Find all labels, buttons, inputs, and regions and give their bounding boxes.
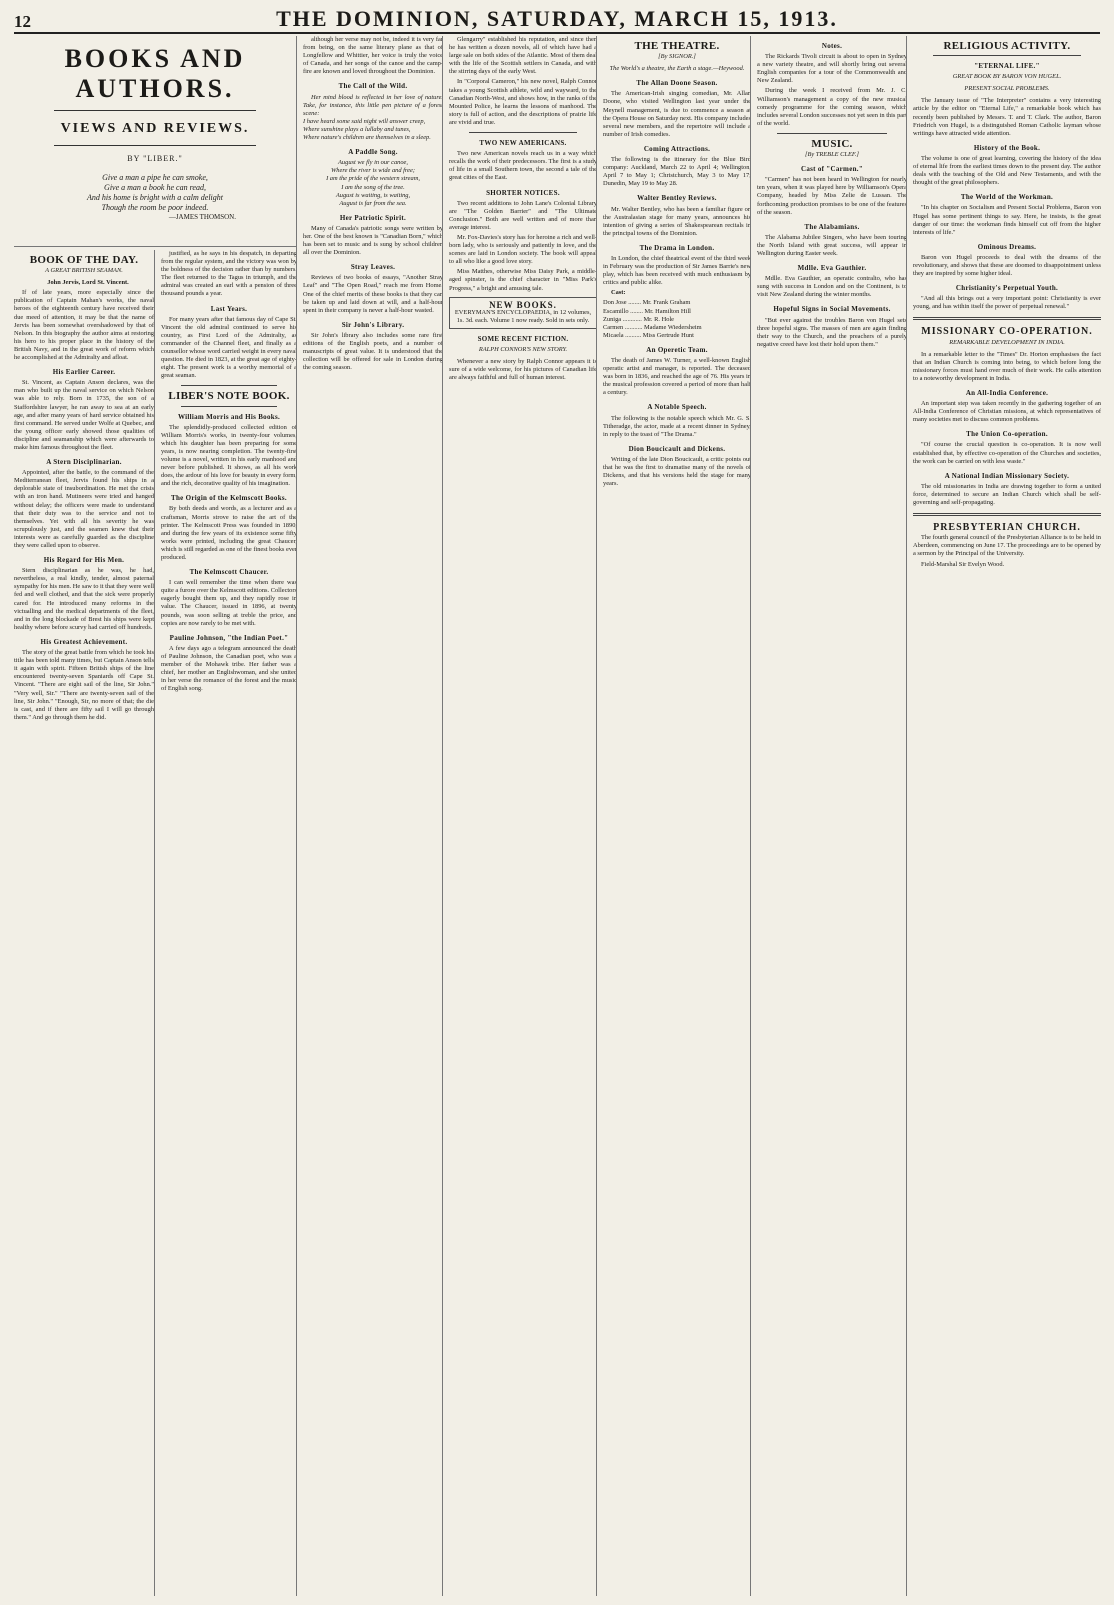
divider <box>181 406 277 407</box>
subheading: Walter Bentley Reviews. <box>637 194 717 203</box>
verse: Give a man a pipe he can smoke, Give a man a book he can read, And his home is bright with a calm delight Though the room be poor indeed. <box>87 173 223 212</box>
subheading: His Greatest Achievement. <box>40 637 128 646</box>
paragraph: "But ever against the troubles Baron von Hugel sets three hopeful signs. The masses of men are again finding their way to the Church, and the preachers of a purely negative creed have lost their hold upon them." <box>757 316 907 348</box>
subheading: Sir John's Library. <box>341 320 405 329</box>
subheading: His Regard for His Men. <box>43 556 125 565</box>
column-7 <box>906 36 1101 1596</box>
books-authors-banner <box>14 36 296 247</box>
paragraph: In a remarkable letter to the "Times" Dr. Horton emphasises the fact that an Indian Church is coming into being, to which before long the missionary forces must hand over much of their work. He calls attention to a noteworthy development in India. <box>913 350 1101 382</box>
paragraph: The American-Irish singing comedian, Mr. Allan Doone, who visited Wellington last year under the Meynell management, is due to commence a season at the Opera House on Saturday next. His company includes several new members, and the repertoire will include a number of Irish comedies. <box>603 90 751 138</box>
paragraph: "Carmen" has not been heard in Wellington for nearly ten years, when it was played here by Williamson's Opera Company, headed by Miss Zelie de Lussan. The forthcoming production promises to be one of the features of the season. <box>757 176 907 216</box>
poem: Her mind blood is reflected in her love of nature. Take, for instance, this little pen picture of a forest scene: I have heard some said night will answer creep, Where sunshine plays a lullaby and tunes, Where nature's children are themselves in a sleep. <box>303 93 443 142</box>
paragraph: Reviews of two books of essays, "Another Stray Leaf" and "The Open Road," reach me from Home. One of the chief merits of these books is that they can be taken up and laid down at will, and a half-hour spent in their company is never a half-hour wasted. <box>303 274 443 314</box>
social-problems-subheading: PRESENT SOCIAL PROBLEMS. <box>964 85 1050 93</box>
subheading: Ominous Dreams. <box>977 242 1037 251</box>
paragraph: The Alabama Jubilee Singers, who have been touring the North Island with great success, will appear in Wellington during Easter week. <box>757 233 907 257</box>
paragraph: By both deeds and words, as a lecturer and as a craftsman, Morris strove to raise the art of the printer. The Kelmscott Press was founded in 1890, and during the few years of its existence some fifty works were printed, including the great Chaucer, which is still regarded as one of the finest books ever produced. <box>161 505 297 561</box>
banner-rule <box>54 145 256 146</box>
subheading: The World of the Workman. <box>960 193 1054 202</box>
subheading: A Notable Speech. <box>647 403 707 412</box>
subheading: Pauline Johnson, "the Indian Poet." <box>169 633 289 642</box>
paragraph: I can well remember the time when there was quite a furore over the Kelmscott editions. Collectors eagerly bought them up, and they rapidly rose in value. The Chaucer, issued in 1896, at twenty pounds, was soon selling at treble the price, and copies are now rarely to be met with. <box>161 579 297 627</box>
subheading: An All-India Conference. <box>965 389 1049 397</box>
subheading: An Operetic Team. <box>646 345 708 354</box>
eternal-life-heading: "ETERNAL LIFE." <box>974 62 1040 71</box>
subheading: The Kelmscott Chaucer. <box>189 568 269 577</box>
paragraph: The story of the great battle from which he took his title has been told many times, but Captain Anson tells it again with spirit. Fifteen British ships of the line encountered twenty-seven Spaniards off Cape St. Vincent. "There are eight sail of the line, Sir John." "Very well, Sir." "There are twenty-seven sail of the line, Sir John." "Enough, Sir, no more of that; the die is cast, and if there are fifty sail I will go through them." And go through them he did. <box>14 649 154 721</box>
paragraph: If of late years, more especially since the publication of Captain Mahan's works, the naval heroes of the eighteenth century have received their due meed of attention, it may be that the name of Jervis has been somewhat overshadowed by that of Nelson. In this biography the author aims at restoring his hero to his proper place in the history of the British Navy, and in the great work of reform which he accomplished at the Admiralty and afloat. <box>14 289 154 362</box>
theatre-motto: The World's a theatre, the Earth a stage.—Heywood. <box>609 65 745 73</box>
divider <box>913 317 1101 320</box>
paragraph: Field-Marshal Sir Evelyn Wood. <box>921 560 1005 568</box>
paragraph: St. Vincent, as Captain Anson declares, was the man who built up the naval service on which Nelson was able to rely. Born in 1735, the son of a Staffordshire lawyer, he ran away to sea at an early age, and after many years of hard service obtained his first command. He served under Wolfe at Quebec, and the young officer early showed those qualities of discipline and seamanship which were afterwards to make him famous throughout the fleet. <box>14 379 154 451</box>
paragraph: Sir John's library also includes some rare first editions of the English poets, and a number of manuscripts of great value. It is understood that the collection will be offered for sale in London during the coming season. <box>303 331 443 372</box>
subheading: A Stern Disciplinarian. <box>46 458 122 467</box>
subheading: Stray Leaves. <box>350 263 396 272</box>
verse-author: —JAMES THOMSON. <box>168 213 236 221</box>
subheading: Hopeful Signs in Social Movements. <box>773 305 891 314</box>
paragraph: Mr. Walter Bentley, who has been a familiar figure on the Australasian stage for many years, announces his intention of giving a series of Shakespearean recitals in the principal towns of the Dominion. <box>603 205 751 237</box>
banner-rule <box>54 110 256 111</box>
column-4 <box>442 36 597 1596</box>
subheading: History of the Book. <box>973 143 1041 152</box>
subheading: The Origin of the Kelmscott Books. <box>171 494 287 503</box>
paragraph: The old missionaries in India are drawing together to form a united force, determined to secure an Indian Church which shall be self-governing and self-propagating. <box>913 482 1101 507</box>
paragraph: An important step was taken recently in the gathering together of an All-India Conference of Christian missions, at which representatives of many societies met to discuss common problems. <box>913 400 1101 424</box>
divider <box>469 132 577 133</box>
music-byline: [By TREBLE CLEF.] <box>804 151 860 159</box>
column-2 <box>154 250 297 1596</box>
subheading: Christianity's Perpetual Youth. <box>955 284 1059 293</box>
paragraph: "And all this brings out a very important point: Christianity is ever young, and has within itself the power of perpetual renewal." <box>913 295 1101 311</box>
paragraph: A few days ago a telegram announced the death of Pauline Johnson, the Canadian poet, who was a member of the Mohawk tribe. Her father was a chief, her mother an Englishwoman, and she united in her verse the romance of the forest and the music of English song. <box>161 644 297 693</box>
paragraph: The volume is one of great learning, covering the history of the idea of eternal life from the earliest times down to the present day. The author deals with the teaching of the Old and New Testaments, and with the thought of the great philosophers. <box>913 154 1101 187</box>
recent-fiction-heading: SOME RECENT FICTION. <box>477 334 569 343</box>
religious-activity-heading: RELIGIOUS ACTIVITY. <box>943 40 1071 52</box>
subheading: Cast of "Carmen." <box>800 165 864 174</box>
paragraph: During the week I received from Mr. J. C. Williamson's management a copy of the new musical comedy programme for the coming season, which includes several London successes not yet seen in this part of the world. <box>757 87 907 127</box>
paragraph: Writing of the late Dion Boucicault, a critic points out that he was the first to dramatise many of the novels of Dickens, and that his versions held the stage for many years. <box>603 455 751 488</box>
paragraph: "In his chapter on Socialism and Present Social Problems, Baron von Hugel has some pertinent things to say. Here, he insists, is the great danger of our time: the workman finds himself cut off from the higher interests of life." <box>913 204 1101 236</box>
paragraph: Mr. Fox-Davies's story has for heroine a rich and well-born lady, who is seriously and patiently in love, and the scenes are laid in London society. The book will appeal to all who like a good love story. <box>449 233 597 266</box>
paragraph: "Of course the crucial question is co-operation. It is now well established that, by effective co-operation of the Churches and societies, the work can be carried on with less waste." <box>913 441 1101 465</box>
paragraph: The following is the itinerary for the Blue Bird company: Auckland, March 22 to April 4; Wellington, April 7 to May 1; Christchurch, May 3 to May 17; Dunedin, May 19 to May 28. <box>603 156 751 188</box>
paragraph: Whenever a new story by Ralph Connor appears it is sure of a wide welcome, for his pictures of Canadian life are always faithful and full of human interest. <box>449 358 597 382</box>
subheading: His Earlier Career. <box>52 368 116 377</box>
divider <box>913 513 1101 516</box>
byline: BY "LIBER." <box>127 154 183 163</box>
paragraph: The Rickards Tivoli circuit is about to open in Sydney a new variety theatre, and will shortly bring out several English companies for a tour of the Commonwealth and New Zealand. <box>757 53 907 85</box>
subheading: A Paddle Song. <box>348 148 398 157</box>
paragraph: For many years after that famous day of Cape St. Vincent the old admiral continued to serve his country, as First Lord of the Admiralty, as commander of the Channel fleet, and finally as a counsellor whose word carried weight in every naval question. He died in 1823, at the great age of eighty-eight. The present work is a worthy memorial of a great seaman. <box>161 315 297 380</box>
paragraph: Mdlle. Eva Gauthier, an operatic contralto, who has sung with success in London and on the Continent, is to visit New Zealand during the winter months. <box>757 275 907 299</box>
ad-title: NEW BOOKS. <box>489 299 557 310</box>
paragraph: In London, the chief theatrical event of the third week in February was the production of Sir James Barrie's new play, which has been received with much enthusiasm by critics and public alike. <box>603 254 751 287</box>
paragraph: The January issue of "The Interpreter" contains a very interesting article by the editor on "Eternal Life," a remarkable book which has recently been published by Messrs. T. and T. Clark. The author, Baron Friedrich von Hugel, is a distinguished Roman Catholic layman whose writings have attracted wide attention. <box>913 97 1101 137</box>
subheading: The Alabamians. <box>804 222 860 231</box>
column-5 <box>596 36 751 1596</box>
divider <box>181 385 277 386</box>
masthead <box>14 6 1100 34</box>
divider <box>777 133 887 134</box>
paragraph: The fourth general council of the Presbyterian Alliance is to be held in Aberdeen, commencing on June 17. The proceedings are to be opened by a sermon by the Principal of the University. <box>913 534 1101 558</box>
music-heading: MUSIC. <box>811 137 853 150</box>
subheading: The Call of the Wild. <box>338 82 408 91</box>
book-of-day-subheading: A GREAT BRITISH SEAMAN. <box>45 267 123 275</box>
book-title: John Jervis, Lord St. Vincent. <box>47 279 129 287</box>
two-new-americans-heading: TWO NEW AMERICANS. <box>479 139 567 148</box>
paragraph: Two recent additions to John Lane's Colonial Library are "The Golden Barrier" and "The Ultimate Conclusion." Both are well written and of more than average interest. <box>449 199 597 231</box>
recent-fiction-subheading: RALPH CONNOR'S NEW STORY. <box>478 346 568 353</box>
theatre-byline: [By SIGNOR.] <box>658 53 696 61</box>
shorter-notices-heading: SHORTER NOTICES. <box>486 188 560 197</box>
section-subtitle: VIEWS AND REVIEWS. <box>60 121 250 136</box>
divider <box>933 55 1081 56</box>
paragraph: justified, as he says in his despatch, in departing from the regular system, and the victory was won by the boldness of the decision rather than by numbers. The fleet returned to the Tagus in triumph, and the admiral was created an earl with a pension of three thousand pounds a year. <box>161 250 297 298</box>
subheading: Her Patriotic Spirit. <box>339 213 407 222</box>
paragraph: The splendidly-produced collected edition of William Morris's works, in twenty-four volumes, which his daughter has been preparing for some years, is now nearing completion. The twenty-first volume is a novel, written in his early manhood and never before published. It shows, as all his work does, the ardour of his love for beauty in every form, and the rich, decorative quality of his imagination. <box>161 423 297 488</box>
eternal-life-subheading: GREAT BOOK BY BARON VON HUGEL. <box>952 73 1062 81</box>
paragraph: Appointed, after the battle, to the command of the Mediterranean fleet, Jervis found his ships in a deplorable state of insubordination. He met the crisis with an iron hand. Mutineers were tried and hanged without delay; the officers were made to understand that their duty was to the service and not to themselves. Yet with all his severity he was scrupulously just, and the seamen knew that their interests were as carefully guarded as the discipline they were called upon to observe. <box>14 469 154 549</box>
column-6 <box>750 36 907 1596</box>
subheading: Dion Boucicault and Dickens. <box>628 444 726 453</box>
ad-text: EVERYMAN'S ENCYCLOPAEDIA, in 12 volumes, 1s. 3d. each. Volume 1 now ready. Sold in sets only. <box>454 308 592 324</box>
column-3 <box>296 36 443 1596</box>
subheading: Coming Attractions. <box>643 144 711 153</box>
subheading: The Union Co-operation. <box>966 430 1048 439</box>
cast-title: Cast: <box>611 289 626 297</box>
paragraph: Many of Canada's patriotic songs were written by her. One of the best known is "Canadian Born," which has been set to music and is sung by school children all over the Dominion. <box>303 224 443 257</box>
paragraph: In "Corporal Cameron," his new novel, Ralph Connor takes a young Scottish athlete, wild and wayward, to the Canadian North-West, and shows how, in the ranks of the Mounted Police, he learns the lessons of manhood. The story is full of action, and the descriptions of prairie life are vivid and true. <box>449 78 597 126</box>
section-title: BOOKS AND AUTHORS. <box>64 44 246 103</box>
paragraph: Two new American novels reach us in a way which recalls the work of their predecessors. The first is a study of life in a small Southern town, the second a tale of the great cities of the East. <box>449 150 597 182</box>
page-number: 12 <box>14 12 31 31</box>
page-columns <box>14 36 1100 1596</box>
notes-heading: Notes. <box>821 42 843 50</box>
subheading: The Allan Doone Season. <box>636 79 718 88</box>
subheading: Mdlle. Eva Gauthier. <box>797 264 867 273</box>
cast-list: Don Jose ........ Mr. Frank Graham Escamillo ........ Mr. Hamilton Hill Zuniga ............ Mr. R. Hole Carmen ........... Madame Wiedersheim Micaela .......... Miss Gertrude Hunt <box>603 299 702 339</box>
paragraph: Stern disciplinarian as he was, he had, nevertheless, a real kindly, tender, almost paternal sympathy for his men. He saw to it that they were well fed and well clothed, and that the sick were properly cared for. He introduced many reforms in the victualling and the medical departments of the fleet, and in the long blockade of Brest his ships were kept healthy where before scurvy had carried off hundreds. <box>14 567 154 631</box>
note-book-heading: LIBER'S NOTE BOOK. <box>168 390 290 403</box>
book-of-day-heading: BOOK OF THE DAY. <box>29 254 139 266</box>
paragraph: Glengarry" established his reputation, and since then he has written a dozen novels, all of which have had a large sale on both sides of the Atlantic. Most of them deal with the life of the Scottish settlers in Canada, and with the stirring days of the early West. <box>449 36 597 76</box>
missionary-heading: MISSIONARY CO-OPERATION. <box>921 326 1093 338</box>
theatre-heading: THE THEATRE. <box>634 40 720 52</box>
paragraph: The death of James W. Turner, a well-known English operatic artist and manager, is reported. The deceased was born in 1836, and reached the age of 76. His years in the musical profession covered a period of more than half a century. <box>603 357 751 397</box>
column-1 <box>14 250 154 1596</box>
subheading: William Morris and His Books. <box>177 412 281 421</box>
advertisement-new-books <box>449 297 597 329</box>
subheading: The Drama in London. <box>639 243 715 252</box>
paragraph: Baron von Hugel proceeds to deal with the dreams of the revolutionary, and shows that these are doomed to disappointment unless they are inspired by some higher ideal. <box>913 253 1101 278</box>
subheading: Last Years. <box>210 304 248 313</box>
paragraph: Miss Matthes, otherwise Miss Daisy Park, a middle-aged spinster, is the chief character in "Miss Park's Progress," a bright and amusing tale. <box>449 268 597 292</box>
poem: August we fly in our canoe, Where the river is wide and free; I am the pride of the western stream, I am the song of the tree. August is waiting, is waiting, August is far from the sea. <box>326 159 420 207</box>
paragraph: The following is the notable speech which Mr. G. S. Titheradge, the actor, made at a recent dinner in Sydney, in reply to the toast of "The Drama." <box>603 414 751 438</box>
newspaper-title: THE DOMINION, SATURDAY, MARCH 15, 1913. <box>276 6 838 31</box>
subheading: A National Indian Missionary Society. <box>944 471 1070 480</box>
paragraph: although her verse may not be, indeed it is very far from being, on the same literary plane as that of Longfellow and Whittier, her voice is truly the voice of Canada, and her songs of the canoe and the camp-fire are known and loved throughout the Dominion. <box>303 36 443 76</box>
missionary-subheading: REMARKABLE DEVELOPMENT IN INDIA. <box>949 338 1065 346</box>
presbyterian-heading: PRESBYTERIAN CHURCH. <box>933 522 1081 534</box>
